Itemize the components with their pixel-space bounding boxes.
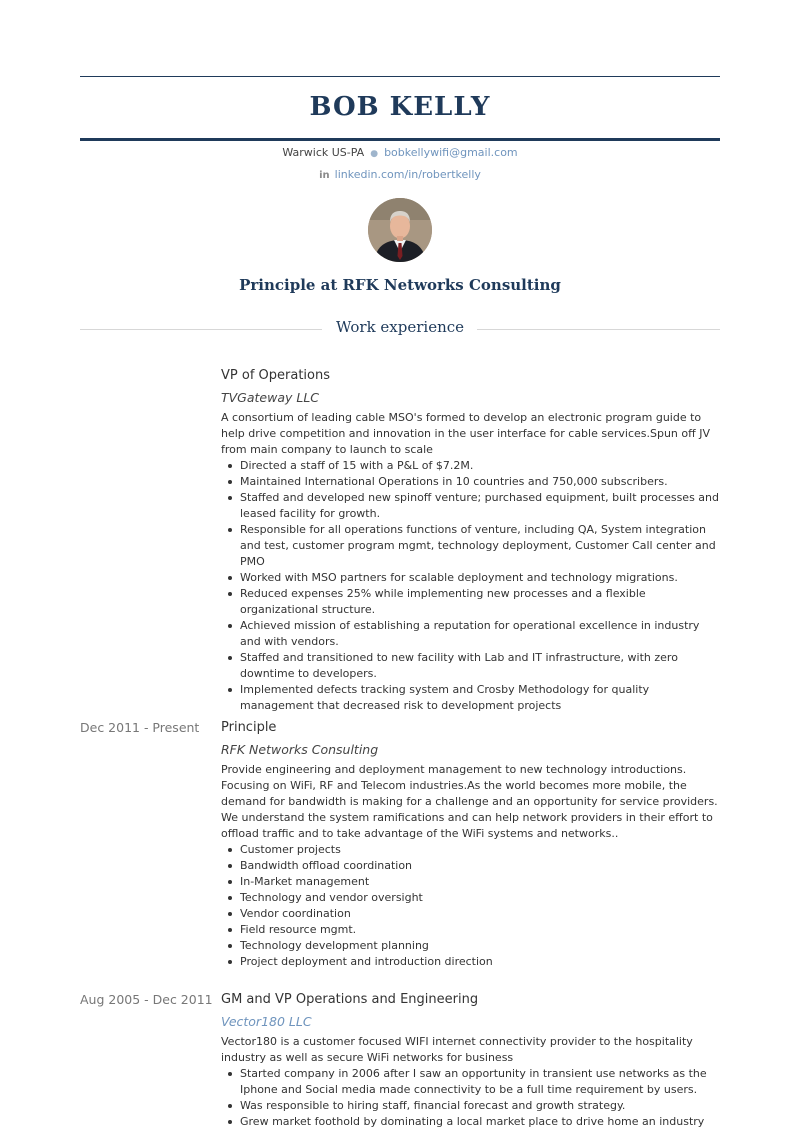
contact-row-linkedin	[80, 167, 720, 184]
list-item: Implemented defects tracking system and Crosby Methodology for quality management that decreased risk to development projects	[221, 682, 720, 714]
job-bullet-list	[221, 842, 720, 970]
work-experience-heading	[80, 316, 720, 338]
contact-row-primary	[80, 145, 720, 162]
job-title: VP of Operations	[221, 368, 330, 383]
section-title: Work experience	[335, 318, 465, 336]
job-bullet-list	[221, 458, 720, 714]
company-link[interactable]: Vector180 LLC	[221, 1014, 312, 1029]
location-text: Warwick US-PA	[282, 146, 365, 159]
list-item: Vendor coordination	[221, 906, 720, 922]
job-dates: Dec 2011 - Present	[80, 720, 200, 735]
list-item: Technology development planning	[221, 938, 720, 954]
linkedin-icon: in	[319, 170, 330, 181]
list-item: Grew market foothold by dominating a local market place to drive home an industry	[221, 1114, 720, 1130]
linkedin-link[interactable]: linkedin.com/in/robertkelly	[334, 168, 481, 181]
profile-photo	[368, 198, 432, 262]
job-title: GM and VP Operations and Engineering	[221, 992, 479, 1007]
professional-headline: Principle at RFK Networks Consulting	[239, 276, 561, 294]
section-divider-right	[477, 329, 720, 330]
list-item: Project deployment and introduction direction	[221, 954, 720, 970]
list-item: Maintained International Operations in 10 countries and 750,000 subscribers.	[221, 474, 720, 490]
job-bullet-list	[221, 1066, 720, 1130]
list-item: Was responsible to hiring staff, financial forecast and growth strategy.	[221, 1098, 720, 1114]
list-item: Worked with MSO partners for scalable deployment and technology migrations.	[221, 570, 720, 586]
job-title: Principle	[221, 720, 277, 735]
job-details	[221, 991, 720, 1130]
job-description: A consortium of leading cable MSO's formed to develop an electronic program guide to help drive competition and innovation in the user interface for cable services.Spun off JV from main company to launch to scale	[221, 411, 710, 456]
list-item: Customer projects	[221, 842, 720, 858]
list-item: Directed a staff of 15 with a P&L of $7.2M.	[221, 458, 720, 474]
list-item: Field resource mgmt.	[221, 922, 720, 938]
job-dates: Aug 2005 - Dec 2011	[80, 992, 213, 1007]
company-name: RFK Networks Consulting	[221, 742, 379, 757]
list-item: Staffed and developed new spinoff venture; purchased equipment, built processes and leased facility for growth.	[221, 490, 720, 522]
list-item: Technology and vendor oversight	[221, 890, 720, 906]
person-portrait-icon	[368, 198, 432, 262]
email-link[interactable]: bobkellywifi@gmail.com	[384, 146, 518, 159]
list-item: Responsible for all operations functions of venture, including QA, System integration and test, customer program mgmt, technology deployment, Customer Call center and PMO	[221, 522, 720, 570]
dot-separator-icon: ●	[370, 149, 379, 159]
list-item: Started company in 2006 after I saw an opportunity in transient use networks as the Iphone and Social media made connectivity to be a full time requirement by users.	[221, 1066, 720, 1098]
list-item: Reduced expenses 25% while implementing new processes and a flexible organizational structure.	[221, 586, 720, 618]
list-item: Achieved mission of establishing a reputation for operational excellence in industry and with vendors.	[221, 618, 720, 650]
list-item: Staffed and transitioned to new facility with Lab and IT infrastructure, with zero downtime to developers.	[221, 650, 720, 682]
candidate-name: BOB KELLY	[309, 92, 491, 122]
job-details	[221, 719, 720, 970]
company-name: TVGateway LLC	[221, 390, 320, 405]
job-description: Vector180 is a customer focused WIFI internet connectivity provider to the hospitality industry as well as secure WiFi networks for business	[221, 1035, 693, 1064]
name-divider	[80, 138, 720, 141]
list-item: Bandwidth offload coordination	[221, 858, 720, 874]
job-description: Provide engineering and deployment management to new technology introductions. Focusing on WiFi, RF and Telecom industries.As the world becomes more mobile, the demand for bandwidth is making for a challenge and an opportunity for service providers. We understand the system ramifications and can help network providers in their effort to offload traffic and to take advantage of the WiFi systems and networks..	[221, 763, 718, 840]
job-details	[221, 367, 720, 714]
top-divider	[80, 76, 720, 77]
list-item: In-Market management	[221, 874, 720, 890]
